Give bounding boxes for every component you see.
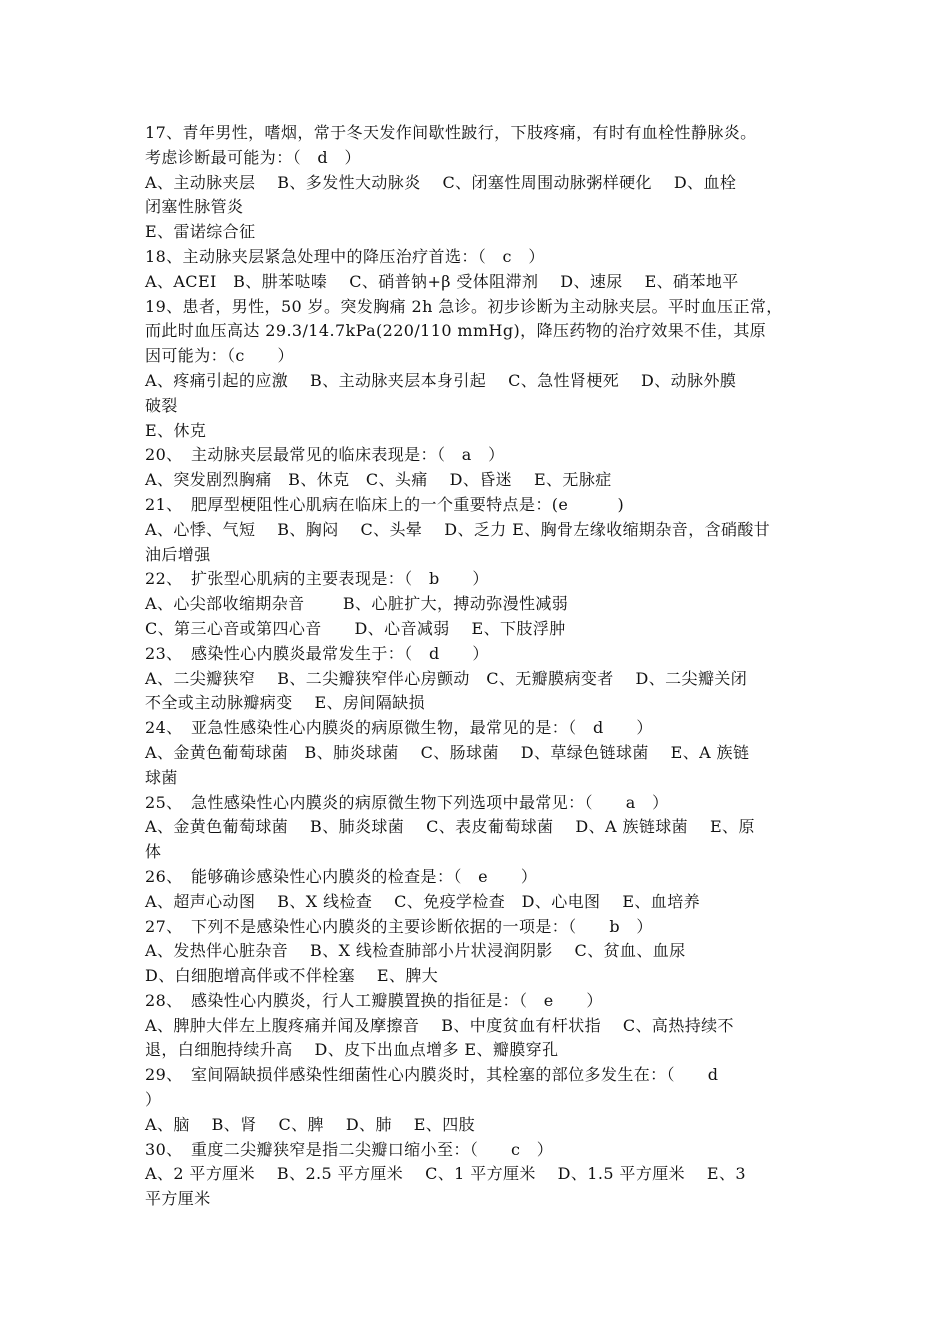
- text-line: 23、 感染性心内膜炎最常发生于：（ d ）: [145, 643, 489, 663]
- text-line: A、突发剧烈胸痛 B、休克 C、头痛 D、昏迷 E、无脉症: [145, 470, 612, 490]
- text-line: E、雷诺综合征: [145, 222, 256, 242]
- text-line: A、二尖瓣狭窄 B、二尖瓣狭窄伴心房颤动 C、无瓣膜病变者 D、二尖瓣关闭: [145, 668, 748, 688]
- text-line: 球菌: [145, 767, 178, 787]
- text-line: A、ACEI B、肼苯哒嗪 C、硝普钠+β 受体阻滞剂 D、速尿 E、硝苯地平: [145, 271, 739, 291]
- text-line: 22、 扩张型心肌病的主要表现是：（ b ）: [145, 569, 489, 589]
- question-text-block: [145, 121, 810, 1212]
- text-line: 28、 感染性心内膜炎，行人工瓣膜置换的指征是：（ e ）: [145, 990, 603, 1010]
- text-line: 27、 下列不是感染性心内膜炎的主要诊断依据的一项是：（ b ）: [145, 916, 653, 936]
- text-line: A、超声心动图 B、X 线检查 C、免疫学检查 D、心电图 E、血培养: [145, 891, 700, 911]
- text-line: 体: [145, 842, 162, 862]
- text-line: A、发热伴心脏杂音 B、X 线检查肺部小片状浸润阴影 C、贫血、血尿: [145, 941, 686, 961]
- text-line: D、白细胞增高伴或不伴栓塞 E、脾大: [145, 966, 439, 986]
- text-line: A、脾肿大伴左上腹疼痛并闻及摩擦音 B、中度贫血有杆状指 C、高热持续不: [145, 1015, 734, 1035]
- text-line: 18、主动脉夹层紧急处理中的降压治疗首选：（ c ）: [145, 246, 545, 266]
- text-line: 19、患者，男性，50 岁。突发胸痛 2h 急诊。初步诊断为主动脉夹层。平时血压正常，: [145, 296, 783, 316]
- text-line: A、主动脉夹层 B、多发性大动脉炎 C、闭塞性周围动脉粥样硬化 D、血栓: [145, 172, 737, 192]
- text-line: 不全或主动脉瓣病变 E、房间隔缺损: [145, 693, 425, 713]
- text-line: 破裂: [145, 395, 178, 415]
- text-line: 油后增强: [145, 544, 211, 564]
- text-line: 26、 能够确诊感染性心内膜炎的检查是：（ e ）: [145, 866, 538, 886]
- text-line: 25、 急性感染性心内膜炎的病原微生物下列选项中最常见：（ a ）: [145, 792, 669, 812]
- text-line: A、金黄色葡萄球菌 B、肺炎球菌 C、表皮葡萄球菌 D、A 族链球菌 E、原: [145, 817, 755, 837]
- text-line: 因可能为：（c ）: [145, 346, 294, 366]
- text-line: 30、 重度二尖瓣狭窄是指二尖瓣口缩小至：（ c ）: [145, 1139, 554, 1159]
- text-line: C、第三心音或第四心音 D、心音减弱 E、下肢浮肿: [145, 618, 566, 638]
- text-line: A、心尖部收缩期杂音 B、心脏扩大，搏动弥漫性减弱: [145, 594, 569, 614]
- text-line: 20、 主动脉夹层最常见的临床表现是：（ a ）: [145, 445, 505, 465]
- text-line: 24、 亚急性感染性心内膜炎的病原微生物，最常见的是：（ d ）: [145, 718, 653, 738]
- text-line: ）: [145, 1090, 162, 1110]
- text-line: 而此时血压高达 29.3/14.7kPa(220/110 mmHg)，降压药物的治疗效果不佳，其原: [145, 321, 767, 341]
- text-line: A、疼痛引起的应激 B、主动脉夹层本身引起 C、急性肾梗死 D、动脉外膜: [145, 370, 737, 390]
- text-line: A、脑 B、肾 C、脾 D、肺 E、四肢: [145, 1114, 476, 1134]
- text-line: 29、 室间隔缺损伴感染性细菌性心内膜炎时，其栓塞的部位多发生在：（ d: [145, 1065, 719, 1085]
- text-line: 闭塞性脉管炎: [145, 197, 244, 217]
- text-line: A、金黄色葡萄球菌 B、肺炎球菌 C、肠球菌 D、草绿色链球菌 E、A 族链: [145, 742, 750, 762]
- text-line: 平方厘米: [145, 1189, 211, 1209]
- text-line: A、心悸、气短 B、胸闷 C、头晕 D、乏力 E、胸骨左缘收缩期杂音，含硝酸甘: [145, 519, 771, 539]
- text-line: E、休克: [145, 420, 207, 440]
- text-line: A、2 平方厘米 B、2.5 平方厘米 C、1 平方厘米 D、1.5 平方厘米 E、3: [145, 1164, 746, 1184]
- text-line: 考虑诊断最可能为：（ d ）: [145, 147, 361, 167]
- text-line: 退，白细胞持续升高 D、皮下出血点增多 E、瓣膜穿孔: [145, 1040, 559, 1060]
- text-line: 21、 肥厚型梗阻性心肌病在临床上的一个重要特点是：(e ): [145, 494, 625, 514]
- text-line: 17、青年男性，嗜烟，常于冬天发作间歇性跛行，下肢疼痛，有时有血栓性静脉炎。: [145, 123, 757, 142]
